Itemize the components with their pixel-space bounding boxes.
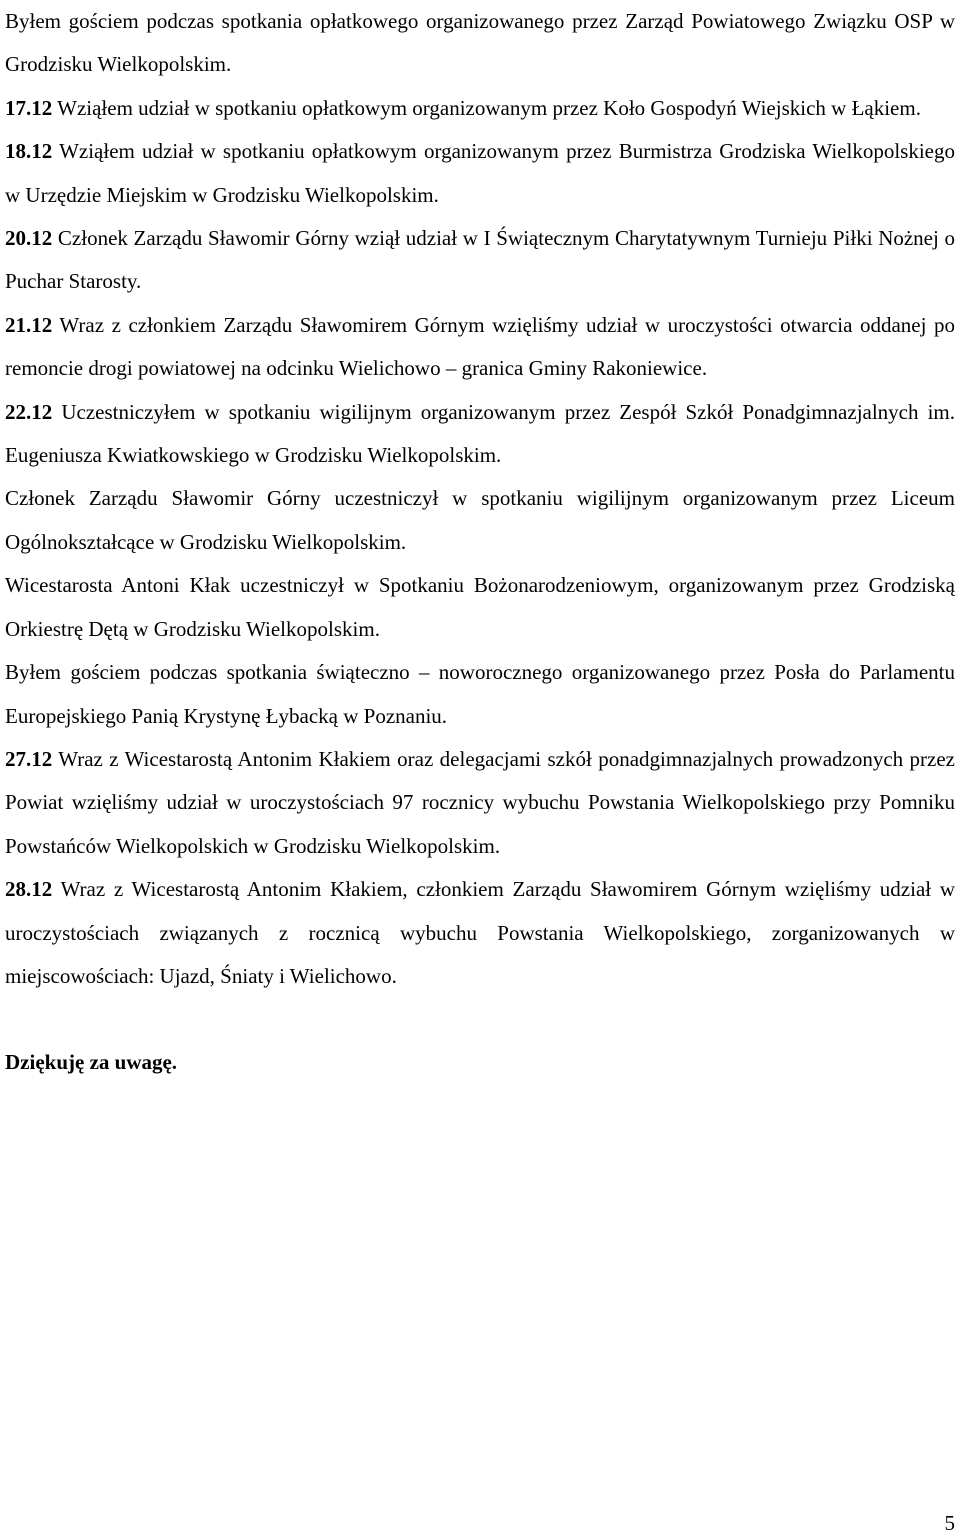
paragraph-9	[5, 651, 955, 738]
paragraph-text: Wraz z Wicestarostą Antonim Kłakiem, członkiem Zarządu Sławomirem Górnym wzięliśmy udział w uroczystościach związanych z rocznicą wybuchu Powstania Wielkopolskiego, zorganizowanych w miejscowościach: Ujazd, Śniaty i Wielichowo.	[5, 877, 955, 988]
paragraph-6	[5, 391, 955, 478]
paragraph-8	[5, 564, 955, 651]
paragraph-date: 27.12	[5, 746, 53, 771]
closing-remark: Dziękuję za uwagę.	[5, 1050, 178, 1075]
paragraph-date: 28.12	[5, 877, 53, 902]
paragraph-text: Byłem gościem podczas spotkania świąteczno – noworocznego organizowanego przez Posła do Parlamentu Europejskiego Panią Krystynę Łybacką w Poznaniu.	[5, 660, 955, 728]
paragraph-text: Członek Zarządu Sławomir Górny wziął udział w I Świątecznym Charytatywnym Turnieju Piłki Nożnej o Puchar Starosty.	[5, 226, 955, 294]
paragraph-5	[5, 304, 955, 391]
paragraph-1	[5, 0, 955, 87]
paragraph-text: Członek Zarządu Sławomir Górny uczestniczył w spotkaniu wigilijnym organizowanym przez Liceum Ogólnokształcące w Grodzisku Wielkopolskim.	[5, 486, 955, 554]
page-number: 5	[944, 1511, 955, 1535]
paragraph-date: 17.12	[5, 95, 53, 120]
paragraph-date: 20.12	[5, 226, 53, 251]
paragraph-4	[5, 217, 955, 304]
paragraph-3	[5, 130, 955, 217]
document-body	[5, 0, 955, 1106]
paragraph-text: Wicestarosta Antoni Kłak uczestniczył w Spotkaniu Bożonarodzeniowym, organizowanym przez Grodziską Orkiestrę Dętą w Grodzisku Wielkopolskim.	[5, 573, 955, 641]
paragraph-text: Uczestniczyłem w spotkaniu wigilijnym organizowanym przez Zespół Szkół Ponadgimnazjalnych im. Eugeniusza Kwiatkowskiego w Grodzisku Wielkopolskim.	[5, 399, 955, 468]
paragraph-text: Wraz z Wicestarostą Antonim Kłakiem oraz delegacjami szkół ponadgimnazjalnych prowadzonych przez Powiat wzięliśmy udział w uroczystościach 97 rocznicy wybuchu Powstania Wielkopolskiego przy Pomniku Powstańców Wielkopolskich w Grodzisku Wielkopolskim.	[5, 746, 955, 858]
paragraph-11	[5, 868, 955, 998]
paragraph-10	[5, 738, 955, 868]
paragraph-date: 21.12	[5, 312, 53, 337]
paragraph-7	[5, 477, 955, 564]
paragraph-date: 18.12	[5, 139, 53, 164]
paragraph-text: Wraz z członkiem Zarządu Sławomirem Górnym wzięliśmy udział w uroczystości otwarcia oddanej po remoncie drogi powiatowej na odcinku Wielichowo – granica Gminy Rakoniewice.	[5, 312, 955, 381]
paragraph-text: Wziąłem udział w spotkaniu opłatkowym organizowanym przez Burmistrza Grodziska Wielkopolskiego w Urzędzie Miejskim w Grodzisku Wielkopolskim.	[5, 139, 955, 207]
paragraph-text: Byłem gościem podczas spotkania opłatkowego organizowanego przez Zarząd Powiatowego Związku OSP w Grodzisku Wielkopolskim.	[5, 9, 955, 77]
paragraph-date: 22.12	[5, 399, 53, 424]
paragraph-2	[5, 87, 955, 130]
paragraph-text: Wziąłem udział w spotkaniu opłatkowym organizowanym przez Koło Gospodyń Wiejskich w Łąkiem.	[52, 95, 921, 120]
